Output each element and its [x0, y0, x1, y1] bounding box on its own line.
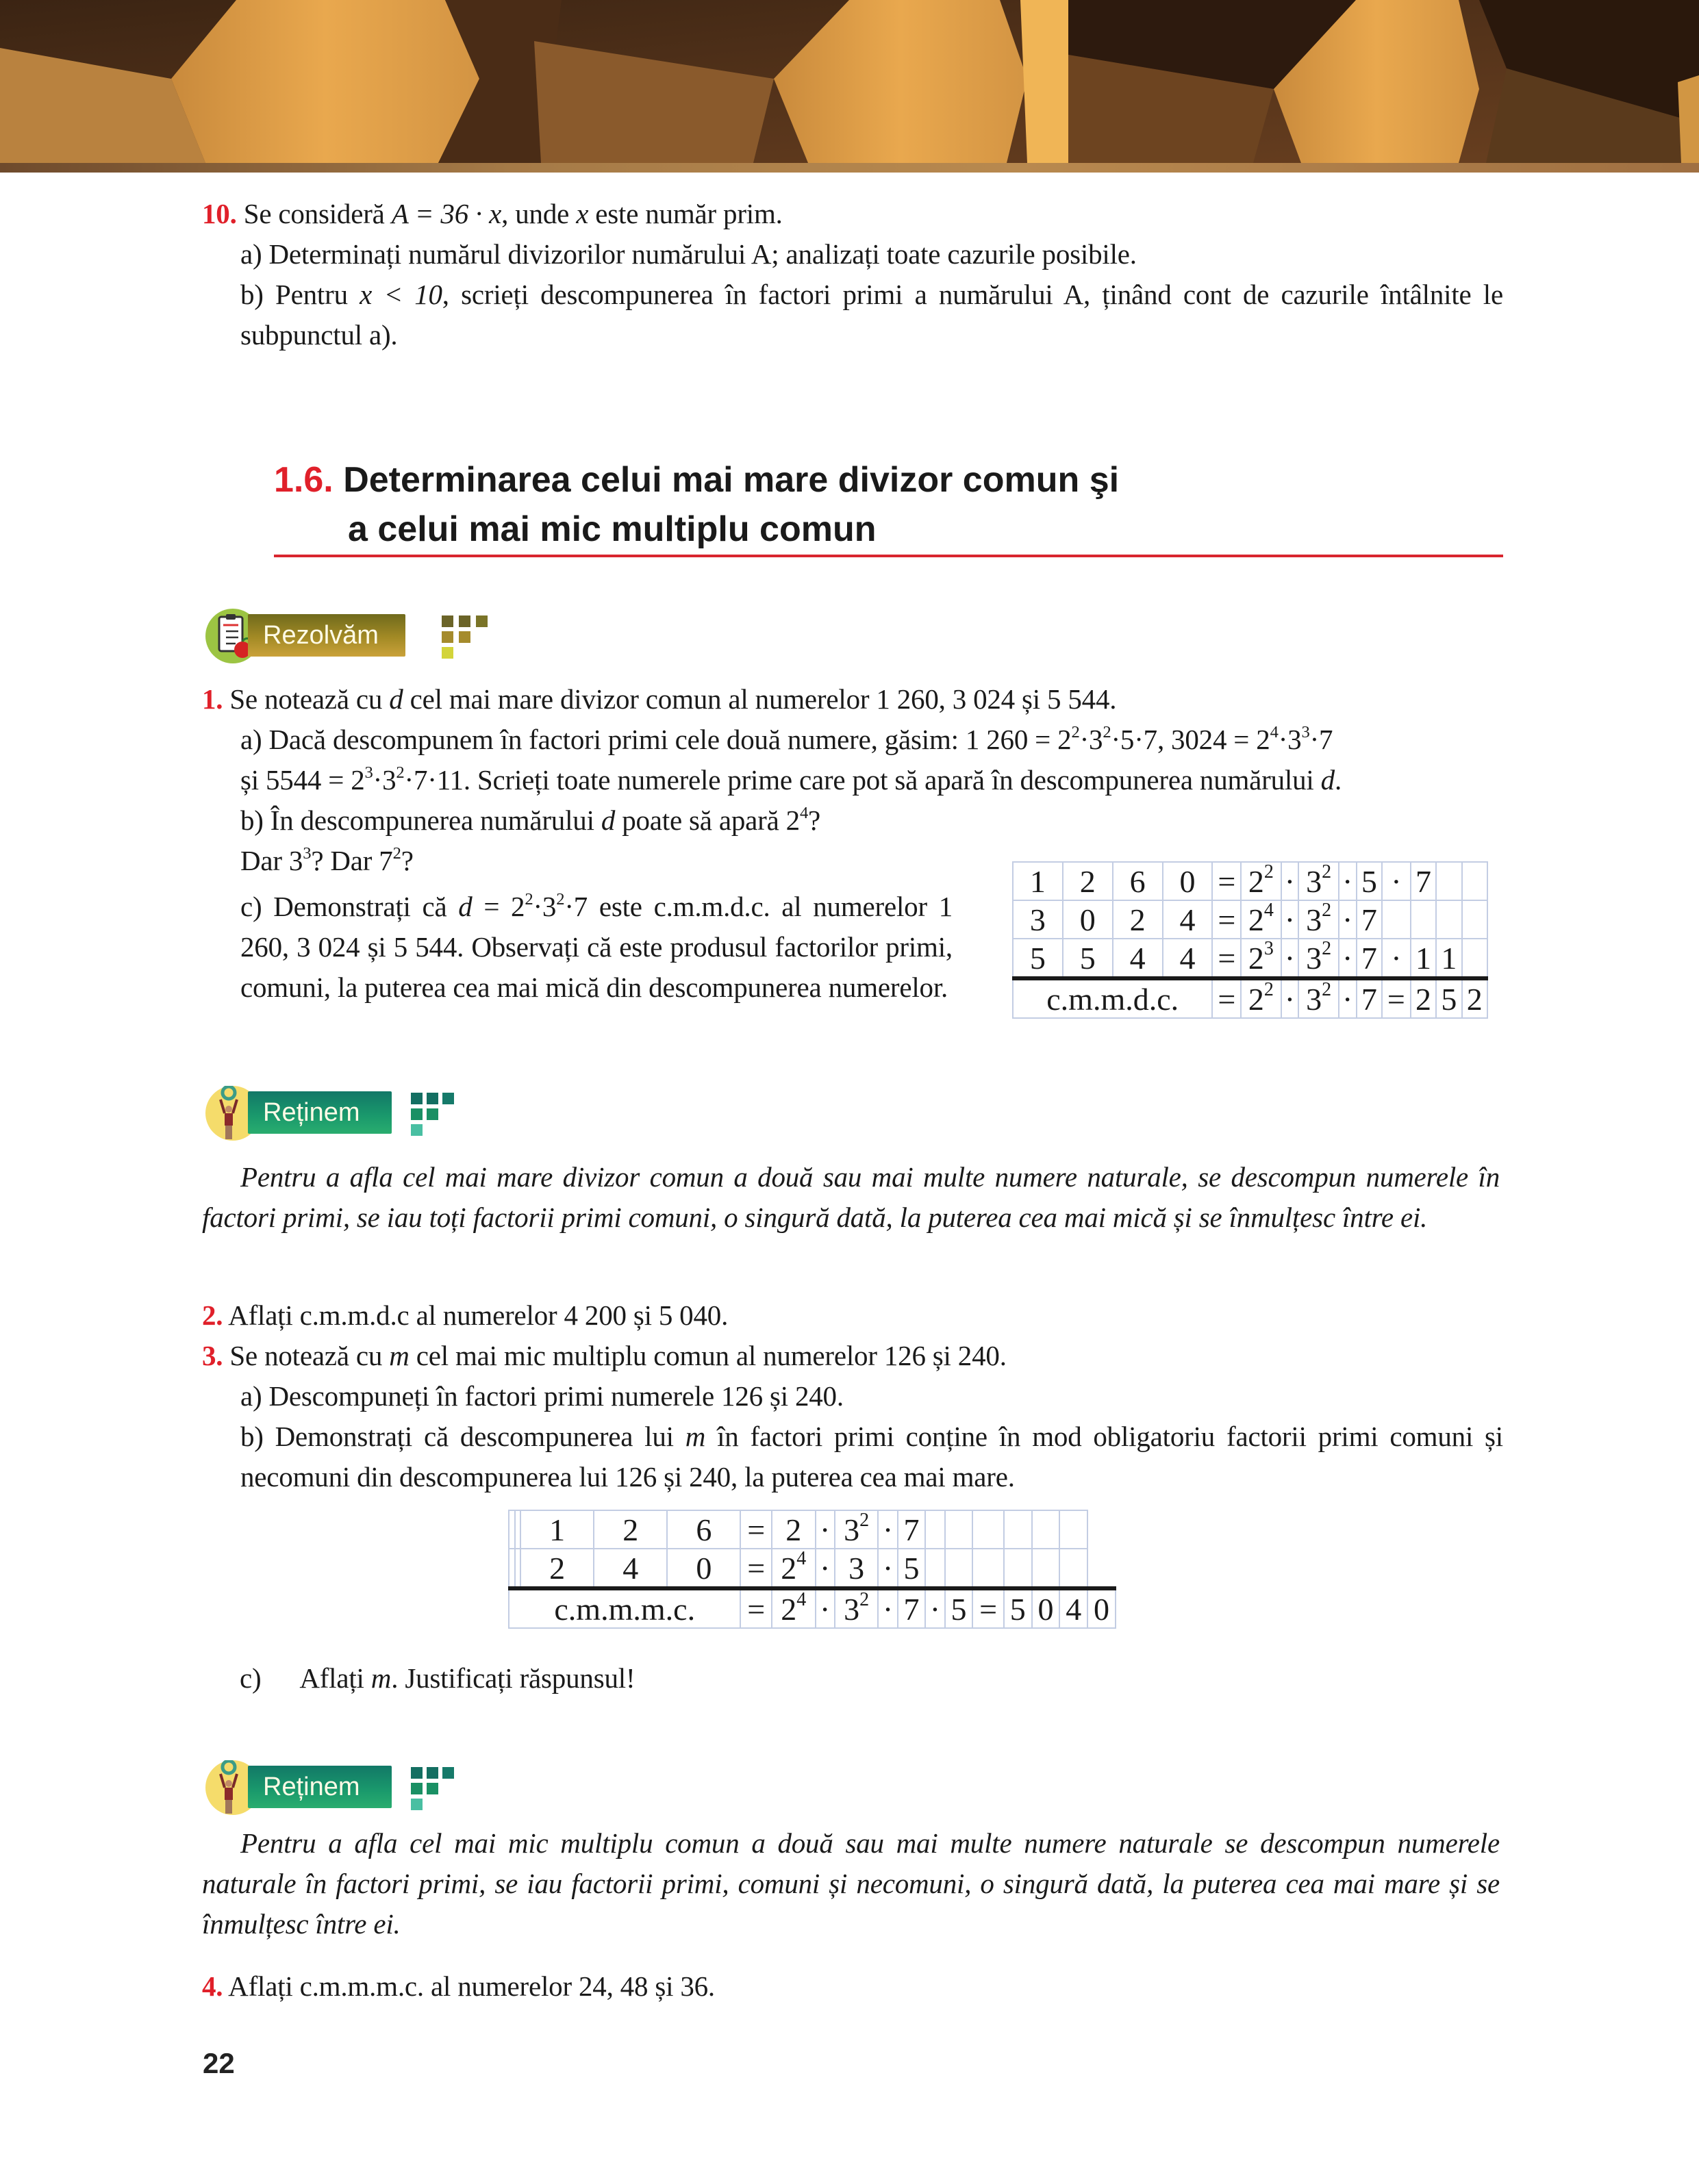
table-cell	[925, 1510, 944, 1549]
table-cell: 1	[520, 1510, 594, 1549]
table-cell: $2^3$	[1241, 939, 1281, 978]
table-cell: ·	[925, 1588, 944, 1628]
table-cell: $2^4$	[1241, 900, 1281, 939]
exercise-10-part-a: a) Determinați numărul divizorilor numărului A; analizați toate cazurile posibile.	[240, 238, 1137, 270]
table-cell: 5	[1063, 939, 1113, 978]
table-row	[1013, 862, 1487, 900]
table-cell: ·	[1382, 862, 1411, 900]
table-cell: $2^2$	[1241, 862, 1281, 900]
table-cell: 2	[772, 1510, 816, 1549]
table-cell: 2	[1411, 978, 1436, 1018]
section-title-line1: Determinarea celui mai mare divizor comun şi	[343, 460, 1120, 500]
table-cell: =	[740, 1588, 772, 1628]
table-cell: ·	[816, 1549, 835, 1588]
exercise-3-part-a: a) Descompuneți în factori primi numerele 126 și 240.	[240, 1380, 844, 1412]
exercise-number: 3.	[202, 1340, 223, 1371]
table-cell: =	[1212, 900, 1241, 939]
table-cell: 2	[1063, 862, 1113, 900]
table-cell	[509, 1549, 515, 1588]
table-row	[1013, 900, 1487, 939]
table-cell: =	[740, 1510, 772, 1549]
table-cell	[1462, 900, 1487, 939]
exercise-1-part-b: b) În descompunerea numărului d poate să apară $2^4$? Dar $3^3$? Dar $7^2$?	[240, 804, 821, 876]
table-cell: ·	[878, 1510, 897, 1549]
header-banner-band	[0, 163, 1699, 173]
table-cell: =	[1212, 862, 1241, 900]
table-row	[509, 1549, 1116, 1588]
retinem-2-rule-text: Pentru a afla cel mai mic multiplu comun a două sau mai multe numere naturale se descompun numerele naturale în factori primi, se iau factorii primi, comuni și necomuni, o singură dată, la puterea cea mai mare și se înmulțesc între ei.	[202, 1827, 1500, 1940]
table-cell	[1436, 862, 1461, 900]
table-cell: 1	[1411, 939, 1436, 978]
decor-square	[442, 1767, 454, 1779]
table-cell: ·	[1281, 900, 1299, 939]
table-cell	[925, 1549, 944, 1588]
table-cell: ·	[1339, 862, 1357, 900]
table-cell: ·	[1281, 978, 1299, 1018]
table-cell: 5	[1357, 862, 1382, 900]
table-cell: ·	[1339, 939, 1357, 978]
page-number: 22	[203, 2047, 235, 2079]
table-row	[1013, 939, 1487, 978]
header-banner-image	[0, 0, 1699, 163]
decor-square	[442, 1093, 454, 1104]
decor-square	[411, 1108, 423, 1120]
retinem-badge	[205, 1757, 452, 1820]
table-cell: 0	[1087, 1588, 1116, 1628]
table-cell	[515, 1549, 521, 1588]
exercise-number: 10.	[202, 198, 237, 229]
table-cell	[1382, 900, 1411, 939]
section-number: 1.6.	[274, 460, 333, 500]
table-cell: 6	[667, 1510, 740, 1549]
exercise-2: 2. Aflați c.m.m.d.c al numerelor 4 200 și 5 040.	[202, 1299, 729, 1331]
table-cell	[972, 1549, 1004, 1588]
table-cell: ·	[1281, 939, 1299, 978]
decor-square	[427, 1108, 438, 1120]
exercise-3-statement: 3. Se notează cu m cel mai mic multiplu comun al numerelor 126 și 240.	[202, 1340, 1007, 1371]
table-cell: 5	[898, 1549, 926, 1588]
table-cell: ·	[1339, 900, 1357, 939]
decor-square	[411, 1783, 423, 1794]
table-cell: 5	[1436, 978, 1461, 1018]
table-cell: $3^2$	[835, 1588, 879, 1628]
table-cell: 7	[898, 1510, 926, 1549]
table-cell: =	[1212, 939, 1241, 978]
exercise-1-part-c: c) Demonstrați că $d = 2^2\cdot 3^2\cdot 7$ este c.m.m.d.c. al numerelor 1 260, 3 024 și 5 544. Observați că este produsul factorilor primi, comuni, la puterea cea mai mică din descompunerea numerelor.	[240, 890, 953, 1003]
total-label: c.m.m.d.c.	[1013, 978, 1212, 1018]
heading-underline-rule	[274, 555, 1503, 557]
table-cell	[1004, 1549, 1032, 1588]
table-cell: ·	[1339, 978, 1357, 1018]
table-cell: $3^2$	[1298, 862, 1338, 900]
table-cell: 3	[835, 1549, 879, 1588]
exercise-number: 1.	[202, 683, 223, 715]
table-cell: 6	[1113, 862, 1163, 900]
decor-square	[411, 1093, 423, 1104]
table-cell: $3^2$	[1298, 939, 1338, 978]
table-cell: 5	[1004, 1588, 1032, 1628]
table-cell: 4	[1163, 939, 1213, 978]
table-cell: 4	[1059, 1588, 1087, 1628]
lcm-decomposition-table	[508, 1510, 1116, 1629]
table-cell: ·	[1281, 862, 1299, 900]
table-cell: $3^2$	[1298, 978, 1338, 1018]
decor-square	[459, 615, 470, 627]
table-cell: $2^2$	[1241, 978, 1281, 1018]
exercise-10-statement: 10. Se consideră A = 36 · x, unde x este număr prim.	[202, 198, 783, 229]
table-cell: 7	[1357, 939, 1382, 978]
retinem-1-rule-text: Pentru a afla cel mai mare divizor comun a două sau mai multe numere naturale, se descompun numerele în factori primi, se iau toți factorii primi comuni, o singură dată, la puterea cea mai mică și se înmulțesc între ei.	[202, 1161, 1500, 1233]
table-cell	[1411, 900, 1436, 939]
section-title-line2: a celui mai mic multiplu comun	[348, 509, 877, 549]
exercise-1-statement: 1. Se notează cu d cel mai mare divizor comun al numerelor 1 260, 3 024 și 5 544.	[202, 683, 1117, 715]
table-cell: 4	[594, 1549, 667, 1588]
table-cell	[515, 1510, 521, 1549]
table-cell: =	[740, 1549, 772, 1588]
table-cell: ·	[878, 1549, 897, 1588]
table-cell	[509, 1510, 515, 1549]
table-cell: 0	[1063, 900, 1113, 939]
table-cell: 2	[594, 1510, 667, 1549]
table-total-row	[1013, 978, 1487, 1018]
decor-square	[442, 631, 453, 643]
table-cell: ·	[816, 1588, 835, 1628]
total-label: c.m.m.m.c.	[509, 1588, 740, 1628]
table-cell	[1032, 1510, 1060, 1549]
table-cell: ·	[1382, 939, 1411, 978]
table-cell: 0	[667, 1549, 740, 1588]
exercise-2-3	[202, 1295, 1503, 1497]
table-cell: $3^2$	[1298, 900, 1338, 939]
rezolvam-badge	[205, 606, 479, 669]
decor-square	[442, 615, 453, 627]
table-cell: 1	[1013, 862, 1063, 900]
table-cell	[1004, 1510, 1032, 1549]
table-cell	[1436, 900, 1461, 939]
decor-square	[476, 615, 488, 627]
table-cell: $2^4$	[772, 1588, 816, 1628]
table-cell	[972, 1510, 1004, 1549]
decor-square	[459, 631, 470, 643]
table-cell	[1462, 939, 1487, 978]
exercise-1-part-a: a) Dacă descompunem în factori primi cele două numere, găsim: 1 $260 = 2^2\cdot 3^2\cdot 5\cdot 7$, $3024 = 2^4\cdot 3^3\cdot 7$ și $5544 = 2^3\cdot 3^2\cdot 7\cdot 11$. Scrieți toate numerele prime care pot să apară în descompunerea numărului d.	[240, 723, 1342, 796]
table-cell: 1	[1436, 939, 1461, 978]
table-cell: 2	[520, 1549, 594, 1588]
decor-square	[427, 1783, 438, 1794]
decor-square	[411, 1767, 423, 1779]
decor-square	[427, 1767, 438, 1779]
table-cell: 7	[898, 1588, 926, 1628]
table-cell: 2	[1462, 978, 1487, 1018]
table-cell	[945, 1549, 973, 1588]
retinem-label: Reținem	[248, 1091, 392, 1134]
table-cell: ·	[878, 1588, 897, 1628]
exercise-10-part-b: b) Pentru x < 10, scrieți descompunerea în factori primi a numărului A, ținând cont de cazurile întâlnite le subpunctul a).	[240, 279, 1503, 351]
retinem-badge	[205, 1083, 452, 1146]
exercise-3-part-b: b) Demonstrați că descompunerea lui m în factori primi conține în mod obligatoriu factorii primi comuni și necomuni din descompunerea lui 126 și 240, la puterea cea mai mare.	[240, 1421, 1503, 1493]
table-cell	[1032, 1549, 1060, 1588]
table-cell: 5	[945, 1588, 973, 1628]
decor-square	[427, 1093, 438, 1104]
rezolvam-label: Rezolvăm	[248, 614, 405, 657]
table-cell: 4	[1163, 900, 1213, 939]
decor-square	[411, 1124, 423, 1136]
table-cell: 4	[1113, 939, 1163, 978]
decor-square	[411, 1799, 423, 1810]
table-cell: 7	[1357, 900, 1382, 939]
table-cell: $3^2$	[835, 1510, 879, 1549]
table-cell: $2^4$	[772, 1549, 816, 1588]
exercise-10	[202, 194, 1503, 355]
table-cell	[945, 1510, 973, 1549]
table-cell: =	[1212, 978, 1241, 1018]
table-cell	[1462, 862, 1487, 900]
table-cell: ·	[816, 1510, 835, 1549]
exercise-3-part-c: c) Aflați m. Justificați răspunsul!	[240, 1662, 635, 1694]
retinem-label: Reținem	[248, 1766, 392, 1808]
table-cell: 7	[1411, 862, 1436, 900]
table-cell: 7	[1357, 978, 1382, 1018]
exercise-4: 4. Aflați c.m.m.m.c. al numerelor 24, 48 și 36.	[202, 1970, 715, 2002]
decor-square	[442, 647, 453, 659]
exercise-number: 4.	[202, 1970, 223, 2002]
table-row	[509, 1510, 1116, 1549]
table-total-row	[509, 1588, 1116, 1628]
table-cell: 0	[1032, 1588, 1060, 1628]
table-cell: 0	[1163, 862, 1213, 900]
section-heading	[274, 455, 1507, 554]
exercise-number: 2.	[202, 1299, 223, 1331]
table-cell: =	[1382, 978, 1411, 1018]
gcd-decomposition-table	[1012, 861, 1488, 1019]
table-cell: 5	[1013, 939, 1063, 978]
table-cell	[1059, 1510, 1087, 1549]
golden-prisms-illustration	[0, 0, 1699, 163]
table-cell: =	[972, 1588, 1004, 1628]
table-cell: 2	[1113, 900, 1163, 939]
table-cell: 3	[1013, 900, 1063, 939]
table-cell	[1059, 1549, 1087, 1588]
